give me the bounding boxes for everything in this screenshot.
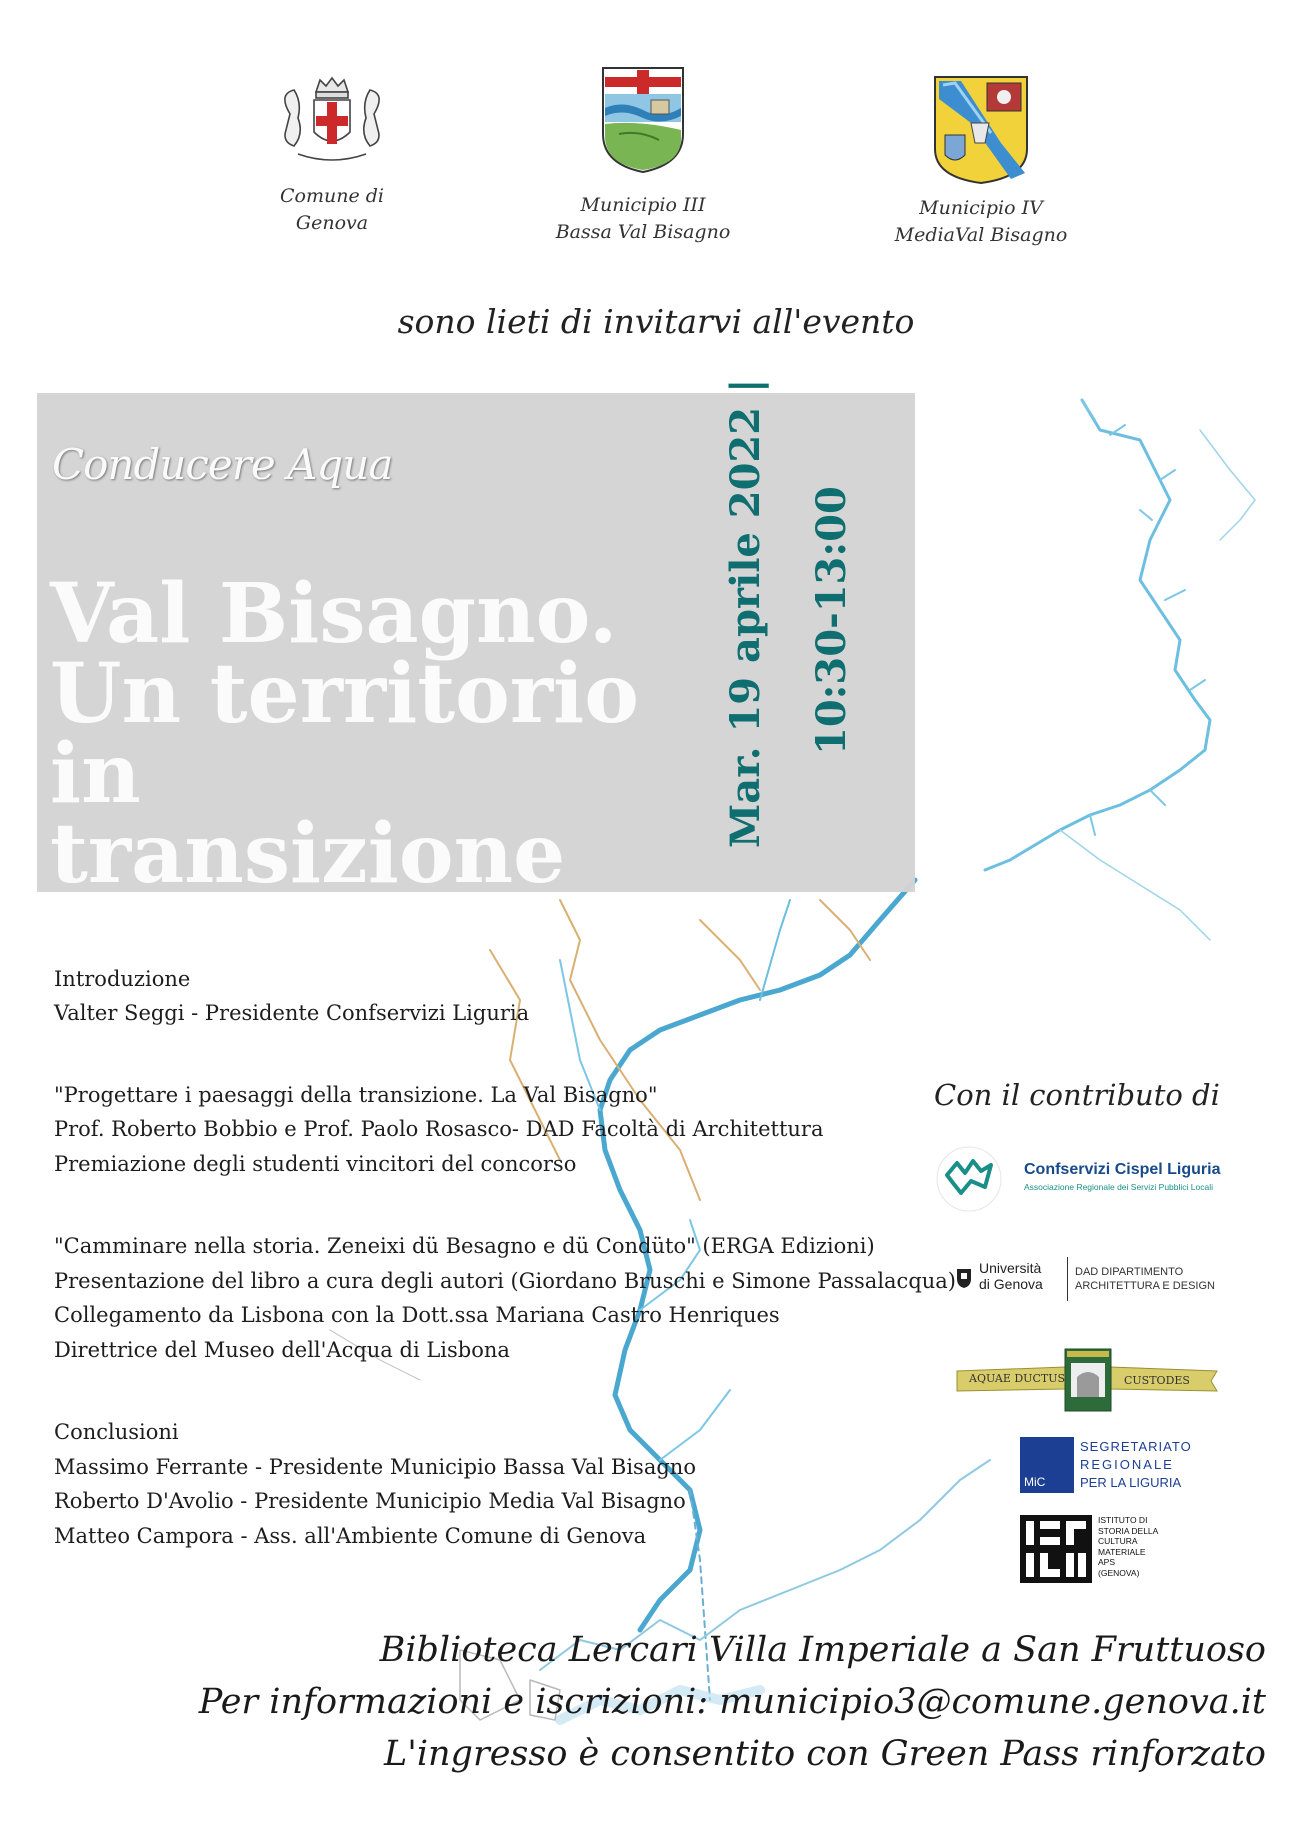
isc-emblem-icon bbox=[1020, 1515, 1092, 1583]
green-pass-line: L'ingresso è consentito con Green Pass rinforzato bbox=[383, 1734, 1266, 1774]
event-time: 10:30-13:00 bbox=[808, 486, 855, 755]
aquae-right-label: CUSTODES bbox=[1124, 1374, 1190, 1387]
talk1-speakers: Prof. Roberto Bobbio e Prof. Paolo Rosasco- DAD Facoltà di Architettura bbox=[54, 1117, 824, 1141]
isc-text bbox=[1098, 1515, 1158, 1578]
crest2-label-line1: Municipio III bbox=[580, 194, 706, 216]
talk2-line3: Collegamento da Lisbona con la Dott.ssa Mariana Castro Henriques bbox=[54, 1303, 780, 1327]
crest2-label bbox=[549, 192, 737, 246]
crest3-label bbox=[891, 195, 1071, 249]
isc-line1: ISTITUTO DI bbox=[1098, 1515, 1148, 1525]
confservizi-name: Confservizi Cispel Liguria bbox=[1024, 1161, 1221, 1178]
event-title bbox=[50, 566, 670, 902]
isc-line3: CULTURA bbox=[1098, 1536, 1138, 1546]
venue-line: Biblioteca Lercari Villa Imperiale a San Fruttuoso bbox=[379, 1630, 1266, 1670]
talk2-title: "Camminare nella storia. Zeneixi dü Besagno e dü Condüto" (ERGA Edizioni) bbox=[54, 1234, 875, 1258]
municipio-iv-crest bbox=[931, 73, 1031, 185]
event-title-line2: Un territorio bbox=[50, 646, 639, 742]
confservizi-logo bbox=[935, 1145, 1221, 1215]
invite-text: sono lieti di invitarvi all'evento bbox=[397, 302, 915, 341]
event-title-line1: Val Bisagno. bbox=[50, 566, 618, 662]
mic-line1: SEGRETARIATO bbox=[1080, 1439, 1192, 1454]
conclusion-1: Massimo Ferrante - Presidente Municipio Bassa Val Bisagno bbox=[54, 1455, 696, 1479]
series-title: Conducere Aqua bbox=[52, 440, 393, 489]
aquae-left-label: AQUAE DUCTUS bbox=[969, 1372, 1066, 1385]
event-date: Mar. 19 aprile 2022 | bbox=[722, 378, 769, 848]
unige-line2: di Genova bbox=[979, 1276, 1043, 1292]
talk2-line2: Presentazione del libro a cura degli autori (Giordano Bruschi e Simone Passalacqua) bbox=[54, 1269, 956, 1293]
dad-line2: ARCHITETTURA E DESIGN bbox=[1075, 1280, 1215, 1292]
conclusion-2: Roberto D'Avolio - Presidente Municipio Media Val Bisagno bbox=[54, 1489, 686, 1513]
isc-line2: STORIA DELLA bbox=[1098, 1525, 1159, 1536]
sponsors-heading: Con il contributo di bbox=[934, 1078, 1220, 1112]
crest1-label bbox=[256, 183, 408, 237]
isc-logo bbox=[1020, 1515, 1210, 1585]
mic-line2: REGIONALE bbox=[1080, 1457, 1174, 1472]
confservizi-sub: Associazione Regionale dei Servizi Pubblici Locali bbox=[1024, 1182, 1213, 1192]
unige-seal-icon bbox=[955, 1267, 973, 1289]
crest1-label-line1: Comune di bbox=[280, 185, 384, 207]
confservizi-emblem-icon bbox=[935, 1145, 1003, 1213]
talk1-award: Premiazione degli studenti vincitori del concorso bbox=[54, 1152, 577, 1176]
intro-speaker: Valter Seggi - Presidente Confservizi Liguria bbox=[54, 1001, 530, 1025]
unige-line1: Università bbox=[979, 1260, 1042, 1276]
isc-line6: (GENOVA) bbox=[1098, 1567, 1140, 1578]
mic-segretariato-logo bbox=[1020, 1437, 1210, 1493]
event-title-line3: in transizione bbox=[50, 726, 566, 902]
isc-line5: APS bbox=[1098, 1557, 1116, 1567]
dad-line1: DAD DIPARTIMENTO bbox=[1075, 1266, 1184, 1278]
logo-divider bbox=[1067, 1257, 1068, 1301]
info-line: Per informazioni e iscrizioni: municipio3@comune.genova.it bbox=[198, 1682, 1266, 1722]
mic-line3: PER LA LIGURIA bbox=[1080, 1475, 1182, 1490]
aquae-ductus-logo bbox=[955, 1345, 1220, 1415]
crest2-label-line2: Bassa Val Bisagno bbox=[555, 221, 731, 243]
talk2-line4: Direttrice del Museo dell'Acqua di Lisbona bbox=[54, 1338, 510, 1362]
municipio-iii-crest bbox=[599, 64, 687, 176]
intro-heading: Introduzione bbox=[54, 967, 191, 991]
talk1-title: "Progettare i paesaggi della transizione. La Val Bisagno" bbox=[54, 1083, 658, 1107]
isc-line4: MATERIALE bbox=[1098, 1546, 1146, 1557]
crest1-label-line2: Genova bbox=[295, 212, 369, 234]
conclusion-3: Matteo Campora - Ass. all'Ambiente Comune di Genova bbox=[54, 1524, 647, 1548]
mic-label: MiC bbox=[1024, 1475, 1046, 1489]
conclusions-heading: Conclusioni bbox=[54, 1420, 179, 1444]
unige-dad-logo bbox=[955, 1255, 1220, 1303]
crest3-label-line1: Municipio IV bbox=[919, 197, 1043, 219]
crest3-label-line2: MediaVal Bisagno bbox=[894, 224, 1068, 246]
comune-genova-crest bbox=[268, 74, 396, 166]
